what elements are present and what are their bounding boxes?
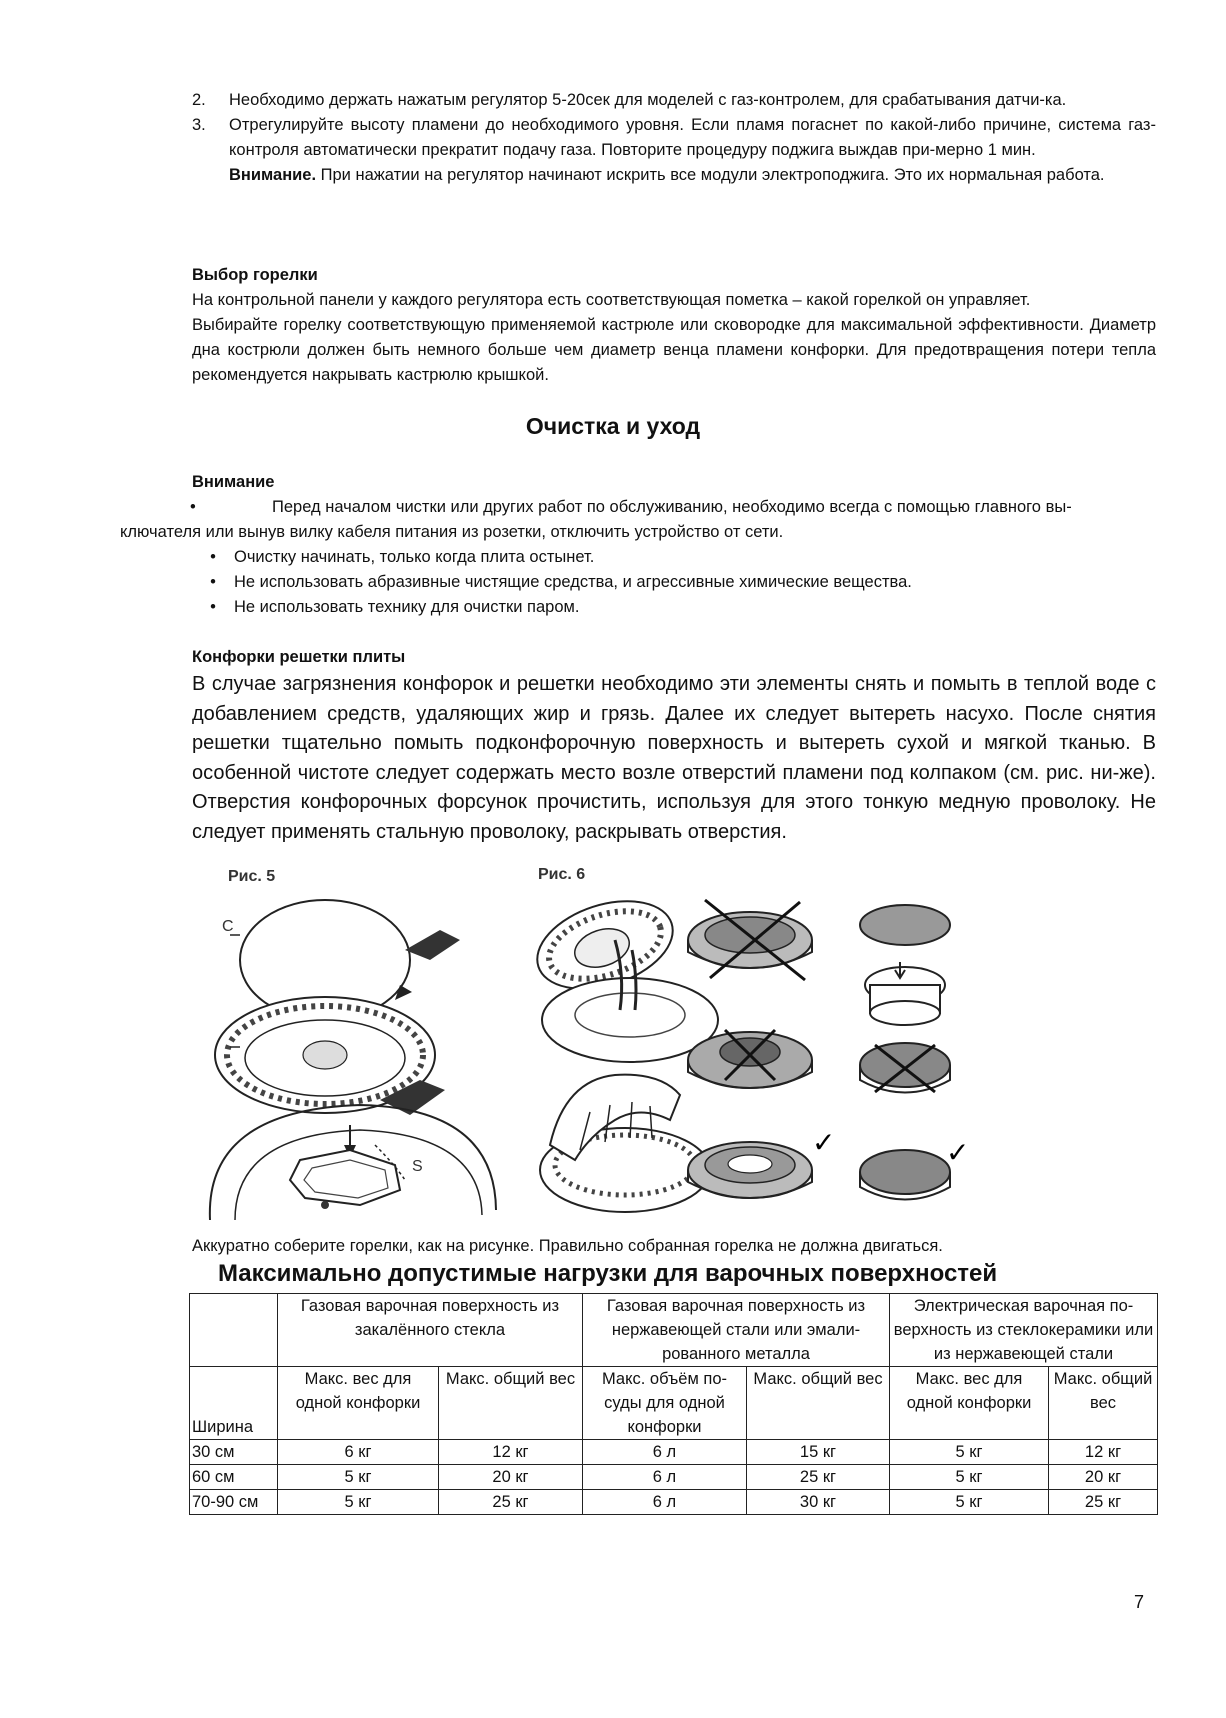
table-row bbox=[190, 1440, 1158, 1465]
table-column-header: Макс. общий вес bbox=[1049, 1367, 1158, 1440]
correct-spreader bbox=[688, 1126, 835, 1198]
table-cell: 20 кг bbox=[1049, 1465, 1158, 1490]
step-text: Отрегулируйте высоту пламени до необходимого уровня. Если пламя погаснет по какой-либо причине, система газ-контроля автоматически прекратит подачу газа. Повторите процедуру поджига выждав при-мерно 1 мин. bbox=[229, 116, 1156, 159]
list-item: • Не использовать абразивные чистящие средства, и агрессивные химические вещества. bbox=[192, 570, 1156, 595]
table-cell: 5 кг bbox=[278, 1490, 439, 1515]
bullet-dot: • bbox=[190, 498, 196, 516]
table-cell: 5 кг bbox=[278, 1465, 439, 1490]
table-cell: 6 л bbox=[583, 1490, 747, 1515]
table-cell: 25 кг bbox=[1049, 1490, 1158, 1515]
table-cell: 5 кг bbox=[890, 1490, 1049, 1515]
table-column-header: Ширина bbox=[190, 1367, 278, 1440]
step-text: Необходимо держать нажатым регулятор 5-20сек для моделей с газ-контролем, для срабатывания датчи-ка. bbox=[229, 91, 1067, 109]
table-cell-empty bbox=[190, 1294, 278, 1367]
attention-label: Внимание. bbox=[229, 166, 317, 184]
table-group-header: Газовая варочная поверхность из закалённого стекла bbox=[278, 1294, 583, 1367]
warning-bullets bbox=[120, 495, 1156, 545]
table-row bbox=[190, 1490, 1158, 1515]
list-item: • Не использовать технику для очистки паром. bbox=[192, 595, 1156, 620]
table-column-header: Макс. общий вес bbox=[439, 1367, 583, 1440]
table-cell: 6 кг bbox=[278, 1440, 439, 1465]
hand-icon bbox=[405, 930, 460, 960]
fig5-burner-illustration bbox=[200, 880, 500, 1225]
fig5-label: Рис. 5 bbox=[228, 868, 276, 885]
step-number: 3. bbox=[192, 116, 206, 134]
attention-note bbox=[229, 163, 1156, 188]
check-mark-icon: ✓ bbox=[812, 1126, 836, 1159]
bullet-continuation: ключателя или вынув вилку кабеля питания из розетки, отключить устройство от сети. bbox=[120, 523, 784, 541]
table-row bbox=[190, 1294, 1158, 1367]
bullet-text: Перед началом чистки или других работ по обслуживанию, необходимо всегда с помощью главного вы- bbox=[272, 498, 1072, 516]
table-cell: 25 кг bbox=[439, 1490, 583, 1515]
table-column-header: Макс. объём по-суды для одной конфорки bbox=[583, 1367, 747, 1440]
table-cell: 5 кг bbox=[890, 1465, 1049, 1490]
fig6-label: Рис. 6 bbox=[538, 866, 586, 883]
list-item bbox=[192, 113, 1156, 163]
table-cell: 30 см bbox=[190, 1440, 278, 1465]
step-number: 2. bbox=[192, 91, 206, 109]
fig6-burner-illustrations bbox=[520, 880, 1030, 1225]
steps-list bbox=[192, 88, 1156, 188]
table-column-header: Макс. общий вес bbox=[747, 1367, 890, 1440]
table-group-header: Электрическая варочная по-верхность из стеклокерамики или из нержавеющей стали bbox=[890, 1294, 1158, 1367]
table-group-header: Газовая варочная поверхность из нержавеющей стали или эмали-рованного металла bbox=[583, 1294, 890, 1367]
section-title: Очистка и уход bbox=[525, 413, 701, 439]
table-cell: 60 см bbox=[190, 1465, 278, 1490]
table-column-header: Макс. вес для одной конфорки bbox=[890, 1367, 1049, 1440]
incorrect-spreader-1 bbox=[688, 900, 812, 980]
bullet-text: Очистку начинать, только когда плита остынет. bbox=[234, 548, 595, 566]
fig5-label-s: S bbox=[412, 1158, 423, 1175]
bullet-text: Не использовать абразивные чистящие средства, и агрессивные химические вещества. bbox=[234, 573, 912, 591]
list-item bbox=[192, 88, 1156, 113]
burners-grates-text: В случае загрязнения конфорок и решетки необходимо эти элементы снять и помыть в теплой воде с добавлением средств, удаляющих жир и грязь. Далее их следует вытереть насухо. После снятия решетки тщательно помыть подконфорочную поверхность и вытереть сухой и мягкой тканью. В особенной чистоте следует содержать место возле отверстий пламени под колпаком (см. рис. ни-же). Отверстия конфорочных форсунок прочистить, используя для этого тонкую медную проволоку. Не следует применять стальную проволоку, раскрывать отверстия. bbox=[192, 673, 1156, 843]
small-burner-2 bbox=[860, 1043, 950, 1093]
burner-assembly-step bbox=[540, 1075, 710, 1212]
check-mark-icon: ✓ bbox=[946, 1136, 970, 1169]
warning-heading: Внимание bbox=[192, 473, 275, 491]
table-cell: 70-90 см bbox=[190, 1490, 278, 1515]
figure-caption: Аккуратно соберите горелки, как на рисунке. Правильно собранная горелка не должна двигаться. bbox=[192, 1237, 943, 1255]
burner-choice-heading: Выбор горелки bbox=[192, 266, 318, 284]
burner-choice-para1: На контрольной панели у каждого регулятора есть соответствующая пометка – какой горелкой он управляет. bbox=[192, 291, 1031, 309]
attention-text: При нажатии на регулятор начинают искрить все модули электроподжига. Это их нормальная работа. bbox=[316, 166, 1105, 184]
burner-choice-section bbox=[192, 263, 1156, 388]
small-burner-1 bbox=[860, 905, 950, 1025]
table-cell: 6 л bbox=[583, 1440, 747, 1465]
table-cell: 12 кг bbox=[1049, 1440, 1158, 1465]
table-cell: 5 кг bbox=[890, 1440, 1049, 1465]
burners-grates-heading: Конфорки решетки плиты bbox=[192, 648, 406, 666]
small-burner-3 bbox=[860, 1136, 969, 1200]
loads-table bbox=[189, 1293, 1158, 1515]
bullet-text: Не использовать технику для очистки паром. bbox=[234, 598, 580, 616]
warning-bullets-rest bbox=[192, 545, 1156, 620]
burners-grates-section bbox=[192, 645, 1156, 847]
table-cell: 25 кг bbox=[747, 1465, 890, 1490]
list-item: • Очистку начинать, только когда плита остынет. bbox=[192, 545, 1156, 570]
table-cell: 30 кг bbox=[747, 1490, 890, 1515]
burner-removal-step bbox=[526, 885, 718, 1062]
burner-choice-para2: Выбирайте горелку соответствующую применяемой кастрюле или сковородке для максимальной эффективности. Диаметр дна кострюли должен быть немного больше чем диаметр венца пламени конфорки. Для предотвращения потери тепла рекомендуется накрывать кастрюлю крышкой. bbox=[192, 316, 1156, 384]
list-item bbox=[120, 495, 1156, 520]
table-row bbox=[190, 1465, 1158, 1490]
table-cell: 20 кг bbox=[439, 1465, 583, 1490]
table-cell: 12 кг bbox=[439, 1440, 583, 1465]
table-cell: 15 кг bbox=[747, 1440, 890, 1465]
table-column-header: Макс. вес для одной конфорки bbox=[278, 1367, 439, 1440]
fig5-label-c: C bbox=[222, 918, 234, 935]
page-number: 7 bbox=[1134, 1592, 1145, 1612]
table-cell: 6 л bbox=[583, 1465, 747, 1490]
table-row bbox=[190, 1367, 1158, 1440]
table-title: Максимально допустимые нагрузки для варочных поверхностей bbox=[218, 1260, 998, 1287]
